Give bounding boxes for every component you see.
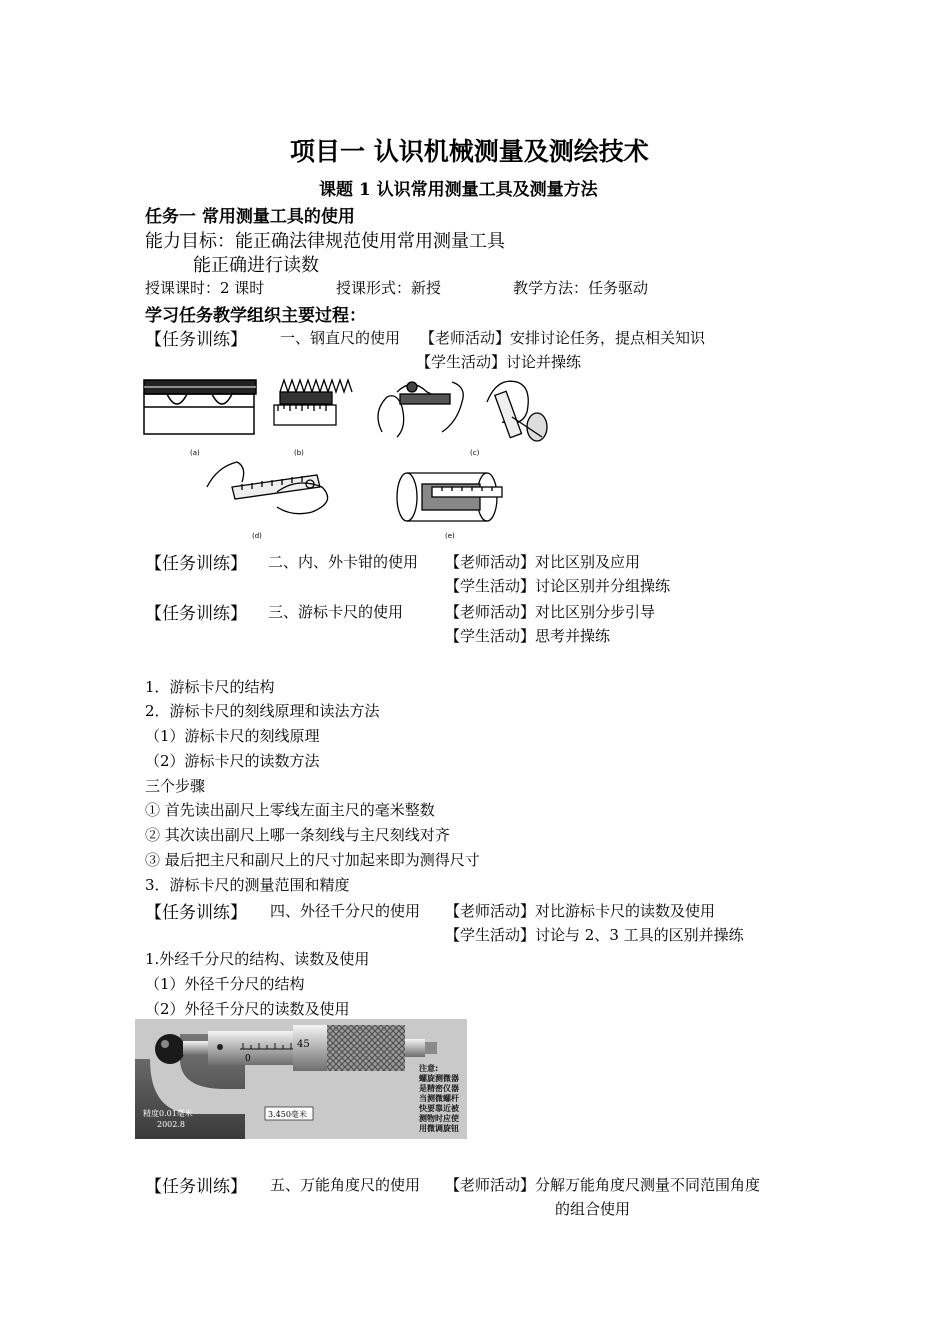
- student-activity-3: 【学生活动】思考并操练: [445, 627, 611, 645]
- note-line: 当测微螺杆: [419, 1094, 459, 1103]
- task-name-1: 一、钢直尺的使用: [280, 329, 401, 347]
- figure-c2-hand-caliper: [487, 381, 547, 441]
- teacher-activity-1: 【老师活动】安排讨论任务，提点相关知识: [420, 329, 706, 347]
- task-tag-2: 【任务训练】: [145, 554, 247, 574]
- figure-e-bore-depth: [397, 473, 502, 521]
- list-item: 2．游标卡尺的刻线原理和读法方法: [145, 702, 380, 720]
- note-line: 测物时应使: [419, 1114, 459, 1123]
- lock-screw: [217, 1044, 223, 1050]
- list-item: 三个步骤: [145, 777, 206, 795]
- student-activity-1: 【学生活动】讨论并操练: [416, 353, 582, 371]
- teacher-activity-4: 【老师活动】对比游标卡尺的读数及使用: [445, 902, 716, 920]
- figure-a-ruler-on-part: [144, 380, 256, 434]
- teaching-hours: 授课课时：2 课时: [145, 279, 265, 297]
- list-item: ② 其次读出副尺上哪一条刻线与主尺刻线对齐: [145, 826, 450, 844]
- task-tag-5: 【任务训练】: [145, 1177, 247, 1197]
- list-item: 1．游标卡尺的结构: [145, 678, 275, 696]
- ability-line-2: 能正确进行读数: [193, 255, 319, 276]
- figure-label-d: (d): [252, 532, 262, 540]
- figure-label-a: (a): [190, 449, 200, 457]
- task-name-5: 五、万能角度尺的使用: [270, 1176, 421, 1194]
- task-tag-4: 【任务训练】: [145, 903, 247, 923]
- page-subtitle: 课题 1 认识常用测量工具及测量方法: [319, 180, 598, 200]
- knurled-grip: [327, 1025, 405, 1071]
- figure-label-c: (c): [470, 449, 480, 457]
- teacher-activity-2: 【老师活动】对比区别及应用: [445, 553, 641, 571]
- teacher-activity-5: 【老师活动】分解万能角度尺测量不同范围角度: [445, 1176, 761, 1194]
- figure-label-b: (b): [294, 449, 304, 457]
- ratchet: [405, 1039, 425, 1057]
- note-line: 用微调旋钮: [419, 1124, 459, 1133]
- sleeve-zero: 0: [245, 1054, 251, 1064]
- student-activity-2: 【学生活动】讨论区别并分组操练: [445, 577, 671, 595]
- list-item: 1.外经千分尺的结构、读数及使用: [145, 950, 370, 968]
- note-line: 是精密仪器: [419, 1084, 459, 1093]
- process-heading: 学习任务教学组织主要过程：: [145, 306, 366, 326]
- note-line: 注意:: [419, 1064, 439, 1073]
- ratchet-end: [425, 1042, 437, 1054]
- task-name-4: 四、外径千分尺的使用: [270, 902, 421, 920]
- list-item: ③ 最后把主尺和副尺上的尺寸加起来即为测得尺寸: [145, 851, 480, 869]
- spindle: [183, 1041, 208, 1055]
- teaching-method: 教学方法：任务驱动: [513, 279, 649, 297]
- teacher-activity-5-cont: 的组合使用: [555, 1200, 631, 1218]
- note-line: 螺旋测微器: [419, 1074, 459, 1083]
- steel-ruler-figure: [142, 372, 552, 542]
- anvil-ball-highlight: [161, 1040, 169, 1048]
- list-item: 3．游标卡尺的测量范围和精度: [145, 876, 350, 894]
- note-line: 快要靠近被: [419, 1104, 459, 1113]
- list-item: （2）外径千分尺的读数及使用: [145, 1000, 350, 1018]
- figure-d-flexible-ruler: [207, 462, 328, 514]
- reading-value: 3.450毫米: [268, 1110, 307, 1119]
- student-activity-4: 【学生活动】讨论与 2、3 工具的区别并操练: [445, 926, 744, 944]
- micrometer-figure: [135, 1019, 467, 1139]
- ability-line-1: 能力目标：能正确法律规范使用常用测量工具: [145, 231, 505, 252]
- anvil-ball: [155, 1034, 185, 1064]
- thimble-number: 45: [297, 1039, 310, 1050]
- task-heading: 任务一 常用测量工具的使用: [145, 207, 355, 227]
- task-tag-1: 【任务训练】: [145, 330, 247, 350]
- task-name-2: 二、内、外卡钳的使用: [268, 553, 419, 571]
- list-item: ① 首先读出副尺上零线左面主尺的毫米整数: [145, 801, 435, 819]
- figure-b-thread-pitch: [274, 380, 352, 425]
- teaching-form: 授课形式：新授: [336, 279, 442, 297]
- figure-label-e: (e): [445, 532, 455, 540]
- task-tag-3: 【任务训练】: [145, 604, 247, 624]
- list-item: （1）外径千分尺的结构: [145, 975, 305, 993]
- page-title: 项目一 认识机械测量及测绘技术: [290, 137, 649, 166]
- note-text: [419, 1063, 460, 1133]
- task-name-3: 三、游标卡尺的使用: [268, 603, 404, 621]
- figure-c-hands-measuring: [378, 382, 463, 437]
- year-label: 2002.8: [157, 1120, 185, 1129]
- list-item: （2）游标卡尺的读数方法: [145, 752, 320, 770]
- list-item: （1）游标卡尺的刻线原理: [145, 727, 320, 745]
- precision-label: 精度0.01毫米: [143, 1109, 193, 1118]
- teacher-activity-3: 【老师活动】对比区别分步引导: [445, 603, 656, 621]
